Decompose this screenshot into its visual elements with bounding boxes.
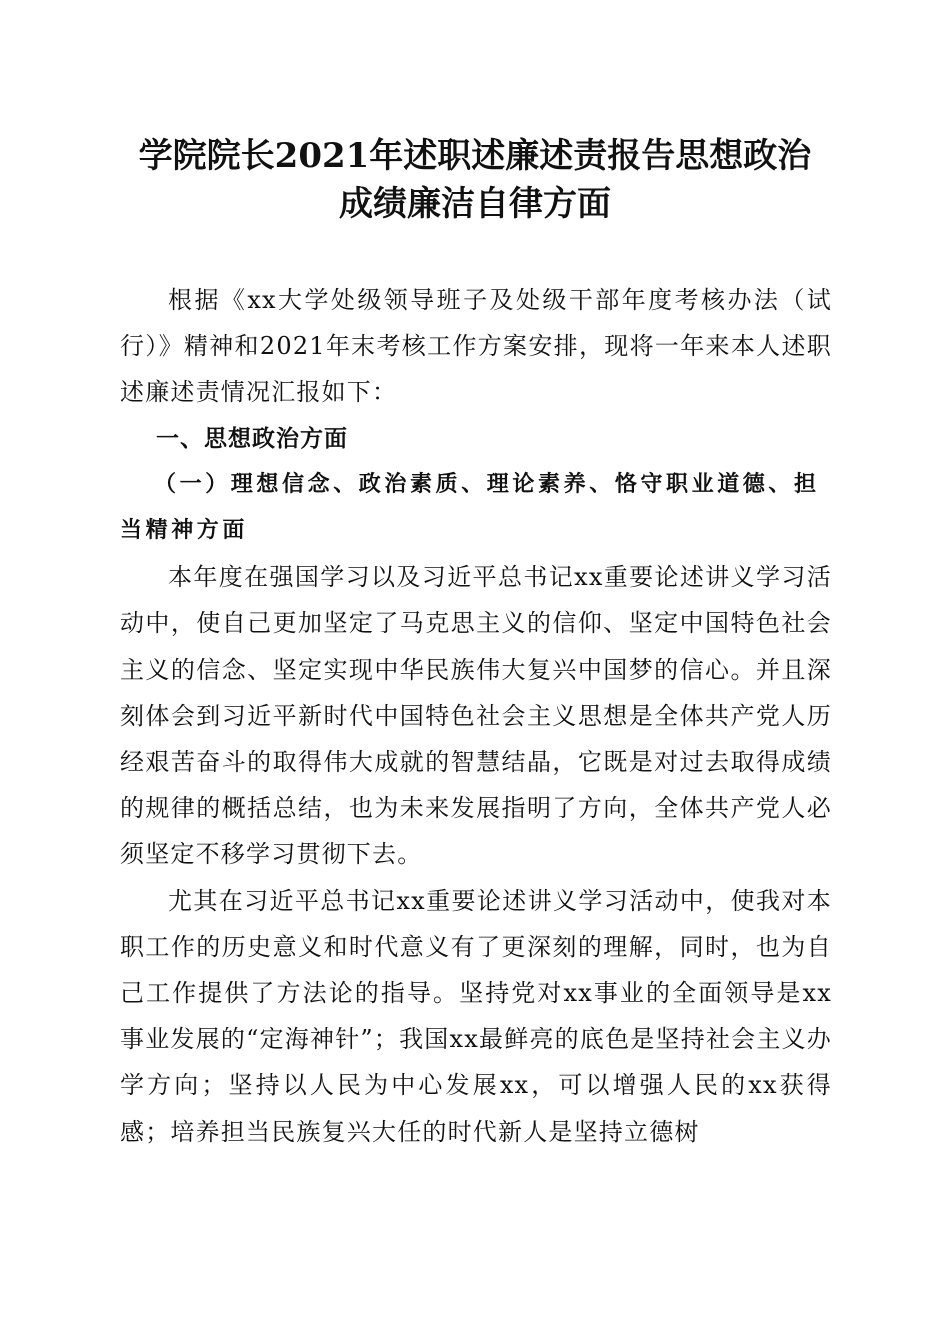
document-title: [100, 132, 850, 228]
section-heading: 一、思想政治方面: [156, 425, 348, 452]
document-body: [120, 277, 832, 1155]
title-line-2: 成绩廉洁自律方面: [339, 184, 611, 224]
intro-paragraph: 根据《xx大学处级领导班子及处级干部年度考核办法（试行）》精神和2021年末考核工作方案安排，现将一年来本人述职述廉述责情况汇报如下：: [120, 286, 832, 407]
title-line-1: 学院院长2021年述职述廉述责报告思想政治: [138, 136, 812, 176]
body-paragraph-1: 本年度在强国学习以及习近平总书记xx重要论述讲义学习活动中，使自己更加坚定了马克思主义的信仰、坚定中国特色社会主义的信念、坚定实现中华民族伟大复兴中国梦的信心。并且深刻体会到习近平新时代中国特色社会主义思想是全体共产党人历经艰苦奋斗的取得伟大成就的智慧结晶，它既是对过去取得成绩的规律的概括总结，也为未来发展指明了方向，全体共产党人必须坚定不移学习贯彻下去。: [120, 563, 832, 869]
subsection-heading: （一）理想信念、政治素质、理论素养、恪守职业道德、担当精神方面: [120, 471, 820, 544]
body-paragraph-2: 尤其在习近平总书记xx重要论述讲义学习活动中，使我对本职工作的历史意义和时代意义有了更深刻的理解，同时，也为自己工作提供了方法论的指导。坚持党对xx事业的全面领导是xx事业发展的“定海神针”；我国xx最鲜亮的底色是坚持社会主义办学方向；坚持以人民为中心发展xx，可以增强人民的xx获得感；培养担当民族复兴大任的时代新人是坚持立德树: [120, 886, 832, 1146]
